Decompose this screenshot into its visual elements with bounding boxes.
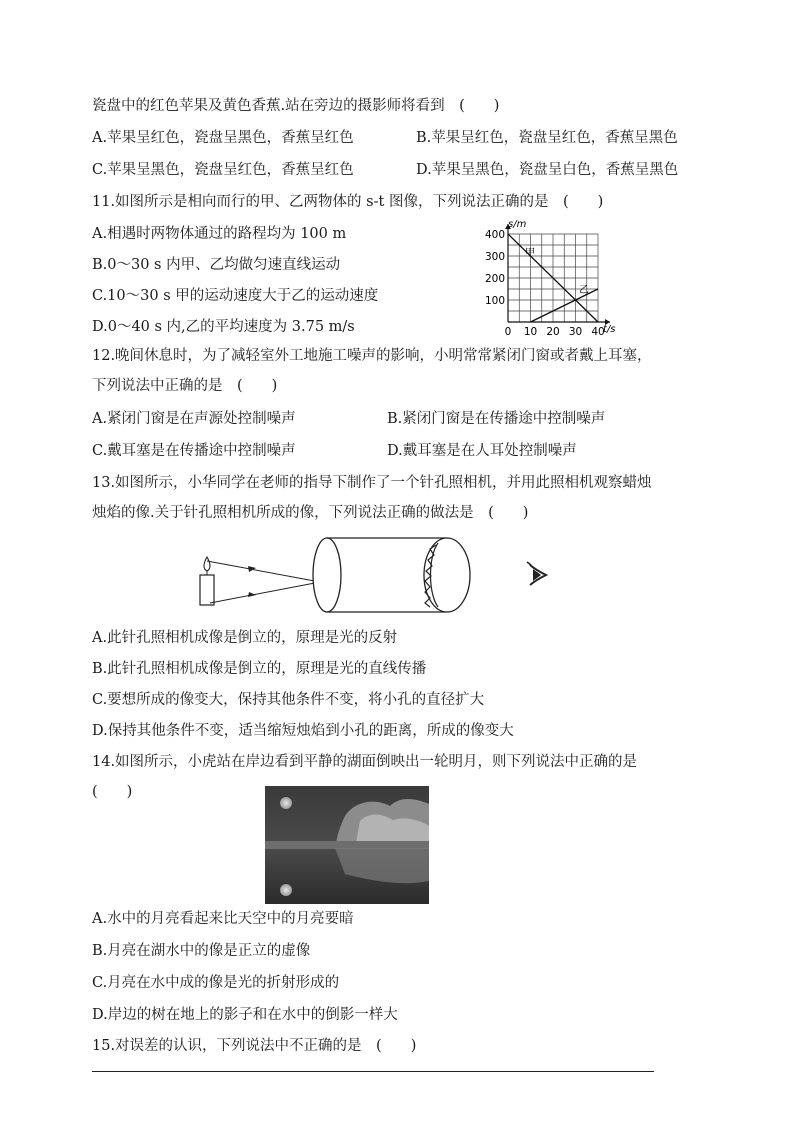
q12-stem-2: 下列说法中正确的是 ( ) [92,378,278,394]
q13-option-d: D.保持其他条件不变，适当缩短烛焰到小孔的距离，所成的像变大 [92,723,514,739]
y-tick-label: 400 [484,229,505,241]
q14-option-a: A.水中的月亮看起来比天空中的月亮要暗 [92,911,354,927]
moon-reflection-icon [280,884,292,896]
q11-option-c: C.10～30 s 甲的运动速度大于乙的运动速度 [92,288,379,304]
moon-icon [280,797,292,809]
q10-stem-tail: 瓷盘中的红色苹果及黄色香蕉.站在旁边的摄影师将看到 ( ) [92,98,500,114]
series-label-yi: 乙 [579,285,589,296]
x-tick-label: 40 [591,326,605,338]
q13-stem-2: 烛焰的像.关于针孔照相机所成的像，下列说法正确的做法是 ( ) [92,505,529,521]
x-tick-label: 10 [523,326,538,338]
q14-stem-2: ( ) [92,784,133,800]
q11-option-d: D.0～40 s 内,乙的平均速度为 3.75 m/s [92,319,355,335]
q11-option-b: B.0～30 s 内甲、乙均做匀速直线运动 [92,257,341,273]
q12-stem: 12.晚间休息时，为了减轻室外工地施工噪声的影响，小明常常紧闭门窗或者戴上耳塞， [92,348,652,364]
q10-option-a: A.苹果呈红色，瓷盘呈黑色，香蕉呈红色 [92,130,354,146]
q10-option-d: D.苹果呈黑色，瓷盘呈白色，香蕉呈黑色 [416,162,679,178]
q13-option-a: A.此针孔照相机成像是倒立的，原理是光的反射 [92,630,398,646]
q13-option-c: C.要想所成的像变大，保持其他条件不变，将小孔的直径扩大 [92,692,485,708]
pinhole-camera-figure [190,535,570,620]
page-bottom-rule [92,1071,654,1072]
q14-option-b: B.月亮在湖水中的像是正立的虚像 [92,943,311,959]
camera-tube [313,538,470,612]
q11-option-a: A.相遇时两物体通过的路程均为 100 m [92,226,347,242]
q11-stem: 11.如图所示是相向而行的甲、乙两物体的 s-t 图像，下列说法正确的是 ( ) [92,194,604,210]
x-tick-label: 0 [504,326,512,338]
x-axis-label: t/s [603,324,616,335]
q14-stem: 14.如图所示，小虎站在岸边看到平静的湖面倒映出一轮明月，则下列说法中正确的是 [92,754,638,770]
q10-option-b: B.苹果呈红色，瓷盘呈红色，香蕉呈黑色 [416,130,678,146]
chart-axes [505,224,610,325]
y-axis-label: s/m [508,219,527,230]
y-tick-label: 200 [484,273,505,285]
y-tick-label: 100 [484,295,505,307]
s-t-chart [478,218,626,340]
q13-option-b: B.此针孔照相机成像是倒立的，原理是光的直线传播 [92,661,427,677]
q12-option-c: C.戴耳塞是在传播途中控制噪声 [92,443,296,459]
eye-icon [527,562,546,585]
q12-option-b: B.紧闭门窗是在传播途中控制噪声 [387,411,606,427]
q12-option-a: A.紧闭门窗是在声源处控制噪声 [92,411,296,427]
y-tick-label: 300 [484,251,505,263]
q13-stem: 13.如图所示，小华同学在老师的指导下制作了一个针孔照相机，并用此照相机观察蜡烛 [92,475,652,491]
q14-option-c: C.月亮在水中成的像是光的折射形成的 [92,975,340,991]
q15-stem: 15.对误差的认识，下列说法中不正确的是 ( ) [92,1038,417,1054]
q14-option-d: D.岸边的树在地上的影子和在水中的倒影一样大 [92,1007,398,1023]
series-label-jia: 甲 [525,248,535,259]
lake-moon-photo [265,786,429,904]
q12-option-d: D.戴耳塞是在人耳处控制噪声 [387,443,577,459]
x-tick-label: 30 [568,326,583,338]
candle-icon [200,557,214,605]
light-rays [207,561,320,603]
q10-option-c: C.苹果呈黑色，瓷盘呈红色，香蕉呈红色 [92,162,354,178]
x-tick-label: 20 [546,326,560,338]
